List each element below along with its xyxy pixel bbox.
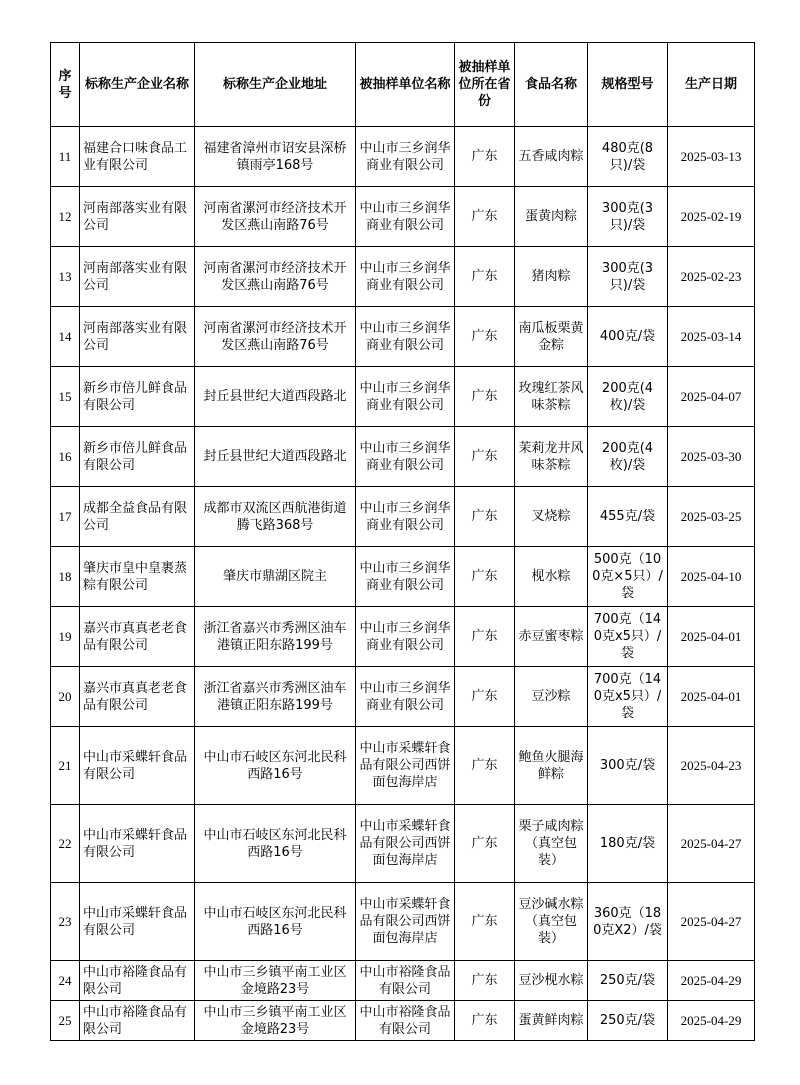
cell-food: 五香咸肉粽 <box>515 127 588 187</box>
cell-food: 豆沙碱水粽（真空包装） <box>515 883 588 961</box>
cell-seq: 20 <box>51 667 80 727</box>
cell-manufacturer: 中山市裕隆食品有限公司 <box>80 1001 195 1041</box>
cell-manufacturer: 福建合口味食品工业有限公司 <box>80 127 195 187</box>
cell-seq: 21 <box>51 727 80 805</box>
cell-date: 2025-04-23 <box>668 727 755 805</box>
cell-manufacturer: 中山市裕隆食品有限公司 <box>80 961 195 1001</box>
cell-seq: 24 <box>51 961 80 1001</box>
table-row <box>51 247 755 307</box>
cell-sampled-unit: 中山市裕隆食品有限公司 <box>356 1001 455 1041</box>
cell-manufacturer: 成都全益食品有限公司 <box>80 487 195 547</box>
cell-date: 2025-02-19 <box>668 187 755 247</box>
table-row <box>51 127 755 187</box>
cell-seq: 23 <box>51 883 80 961</box>
cell-food: 南瓜板栗黄金粽 <box>515 307 588 367</box>
cell-address: 浙江省嘉兴市秀洲区油车港镇正阳东路199号 <box>195 607 356 667</box>
cell-food: 蛋黄肉粽 <box>515 187 588 247</box>
cell-province: 广东 <box>455 247 515 307</box>
table-row <box>51 607 755 667</box>
cell-address: 中山市三乡镇平南工业区金境路23号 <box>195 961 356 1001</box>
cell-province: 广东 <box>455 187 515 247</box>
cell-province: 广东 <box>455 547 515 607</box>
cell-spec: 700克（140克x5只）/袋 <box>588 667 668 727</box>
cell-date: 2025-03-13 <box>668 127 755 187</box>
cell-date: 2025-02-23 <box>668 247 755 307</box>
cell-spec: 455克/袋 <box>588 487 668 547</box>
cell-sampled-unit: 中山市三乡润华商业有限公司 <box>356 607 455 667</box>
cell-address: 封丘县世纪大道西段路北 <box>195 427 356 487</box>
cell-address: 中山市石岐区东河北民科西路16号 <box>195 805 356 883</box>
cell-province: 广东 <box>455 487 515 547</box>
cell-seq: 12 <box>51 187 80 247</box>
cell-manufacturer: 新乡市倍儿鲜食品有限公司 <box>80 367 195 427</box>
cell-address: 封丘县世纪大道西段路北 <box>195 367 356 427</box>
cell-manufacturer: 嘉兴市真真老老食品有限公司 <box>80 607 195 667</box>
cell-manufacturer: 中山市采蝶轩食品有限公司 <box>80 727 195 805</box>
cell-manufacturer: 嘉兴市真真老老食品有限公司 <box>80 667 195 727</box>
cell-manufacturer: 中山市采蝶轩食品有限公司 <box>80 883 195 961</box>
cell-sampled-unit: 中山市三乡润华商业有限公司 <box>356 427 455 487</box>
header-address: 标称生产企业地址 <box>195 43 356 127</box>
cell-date: 2025-04-01 <box>668 607 755 667</box>
cell-province: 广东 <box>455 883 515 961</box>
cell-spec: 480克(8只)/袋 <box>588 127 668 187</box>
cell-spec: 360克（180克X2）/袋 <box>588 883 668 961</box>
cell-spec: 200克(4枚)/袋 <box>588 427 668 487</box>
cell-sampled-unit: 中山市采蝶轩食品有限公司西饼面包海岸店 <box>356 805 455 883</box>
cell-spec: 300克/袋 <box>588 727 668 805</box>
header-manufacturer: 标称生产企业名称 <box>80 43 195 127</box>
cell-seq: 14 <box>51 307 80 367</box>
table-row <box>51 667 755 727</box>
cell-date: 2025-03-25 <box>668 487 755 547</box>
cell-spec: 500克（100克×5只）/袋 <box>588 547 668 607</box>
cell-address: 浙江省嘉兴市秀洲区油车港镇正阳东路199号 <box>195 667 356 727</box>
cell-province: 广东 <box>455 667 515 727</box>
cell-spec: 180克/袋 <box>588 805 668 883</box>
header-province: 被抽样单位所在省份 <box>455 43 515 127</box>
table-row <box>51 307 755 367</box>
cell-address: 中山市石岐区东河北民科西路16号 <box>195 727 356 805</box>
cell-province: 广东 <box>455 427 515 487</box>
cell-seq: 13 <box>51 247 80 307</box>
cell-seq: 22 <box>51 805 80 883</box>
cell-food: 鲍鱼火腿海鲜粽 <box>515 727 588 805</box>
cell-address: 成都市双流区西航港街道腾飞路368号 <box>195 487 356 547</box>
cell-food: 枧水粽 <box>515 547 588 607</box>
cell-manufacturer: 肇庆市皇中皇裹蒸粽有限公司 <box>80 547 195 607</box>
cell-seq: 25 <box>51 1001 80 1041</box>
cell-sampled-unit: 中山市三乡润华商业有限公司 <box>356 187 455 247</box>
table-row <box>51 187 755 247</box>
cell-address: 肇庆市鼎湖区院主 <box>195 547 356 607</box>
cell-manufacturer: 河南部落实业有限公司 <box>80 187 195 247</box>
cell-date: 2025-04-29 <box>668 961 755 1001</box>
table-row <box>51 883 755 961</box>
cell-sampled-unit: 中山市三乡润华商业有限公司 <box>356 667 455 727</box>
table-row <box>51 487 755 547</box>
cell-address: 福建省漳州市诏安县深桥镇雨亭168号 <box>195 127 356 187</box>
cell-spec: 400克/袋 <box>588 307 668 367</box>
cell-seq: 16 <box>51 427 80 487</box>
cell-food: 叉烧粽 <box>515 487 588 547</box>
table-row <box>51 727 755 805</box>
cell-address: 河南省漯河市经济技术开发区燕山南路76号 <box>195 307 356 367</box>
cell-sampled-unit: 中山市采蝶轩食品有限公司西饼面包海岸店 <box>356 727 455 805</box>
cell-sampled-unit: 中山市三乡润华商业有限公司 <box>356 307 455 367</box>
cell-food: 赤豆蜜枣粽 <box>515 607 588 667</box>
table-row <box>51 427 755 487</box>
cell-manufacturer: 河南部落实业有限公司 <box>80 247 195 307</box>
cell-food: 茉莉龙井风味茶粽 <box>515 427 588 487</box>
cell-sampled-unit: 中山市三乡润华商业有限公司 <box>356 127 455 187</box>
cell-province: 广东 <box>455 1001 515 1041</box>
header-food: 食品名称 <box>515 43 588 127</box>
cell-seq: 15 <box>51 367 80 427</box>
cell-address: 河南省漯河市经济技术开发区燕山南路76号 <box>195 187 356 247</box>
cell-seq: 17 <box>51 487 80 547</box>
cell-spec: 300克(3只)/袋 <box>588 187 668 247</box>
cell-address: 中山市三乡镇平南工业区金境路23号 <box>195 1001 356 1041</box>
table-row <box>51 805 755 883</box>
cell-province: 广东 <box>455 307 515 367</box>
cell-date: 2025-03-30 <box>668 427 755 487</box>
cell-province: 广东 <box>455 727 515 805</box>
cell-manufacturer: 河南部落实业有限公司 <box>80 307 195 367</box>
header-seq: 序号 <box>51 43 80 127</box>
cell-date: 2025-04-27 <box>668 883 755 961</box>
cell-food: 栗子咸肉粽（真空包装） <box>515 805 588 883</box>
cell-spec: 700克（140克x5只）/袋 <box>588 607 668 667</box>
header-spec: 规格型号 <box>588 43 668 127</box>
table-header-row <box>51 43 755 127</box>
header-date: 生产日期 <box>668 43 755 127</box>
cell-date: 2025-03-14 <box>668 307 755 367</box>
cell-manufacturer: 新乡市倍儿鲜食品有限公司 <box>80 427 195 487</box>
cell-date: 2025-04-07 <box>668 367 755 427</box>
cell-manufacturer: 中山市采蝶轩食品有限公司 <box>80 805 195 883</box>
cell-province: 广东 <box>455 127 515 187</box>
table-row <box>51 547 755 607</box>
cell-sampled-unit: 中山市三乡润华商业有限公司 <box>356 487 455 547</box>
cell-sampled-unit: 中山市三乡润华商业有限公司 <box>356 247 455 307</box>
cell-food: 豆沙粽 <box>515 667 588 727</box>
cell-spec: 250克/袋 <box>588 961 668 1001</box>
cell-date: 2025-04-29 <box>668 1001 755 1041</box>
cell-seq: 19 <box>51 607 80 667</box>
sampling-results-table <box>50 42 755 1041</box>
table-row <box>51 367 755 427</box>
cell-food: 蛋黄鲜肉粽 <box>515 1001 588 1041</box>
cell-seq: 11 <box>51 127 80 187</box>
cell-province: 广东 <box>455 367 515 427</box>
cell-food: 豆沙枧水粽 <box>515 961 588 1001</box>
cell-date: 2025-04-10 <box>668 547 755 607</box>
table-row <box>51 961 755 1001</box>
cell-spec: 300克(3只)/袋 <box>588 247 668 307</box>
cell-sampled-unit: 中山市三乡润华商业有限公司 <box>356 547 455 607</box>
table-row <box>51 1001 755 1041</box>
cell-sampled-unit: 中山市裕隆食品有限公司 <box>356 961 455 1001</box>
cell-date: 2025-04-01 <box>668 667 755 727</box>
cell-province: 广东 <box>455 607 515 667</box>
cell-sampled-unit: 中山市采蝶轩食品有限公司西饼面包海岸店 <box>356 883 455 961</box>
cell-seq: 18 <box>51 547 80 607</box>
header-sampled-unit: 被抽样单位名称 <box>356 43 455 127</box>
cell-spec: 200克(4枚)/袋 <box>588 367 668 427</box>
cell-province: 广东 <box>455 805 515 883</box>
cell-province: 广东 <box>455 961 515 1001</box>
cell-sampled-unit: 中山市三乡润华商业有限公司 <box>356 367 455 427</box>
cell-food: 玫瑰红茶风味茶粽 <box>515 367 588 427</box>
cell-address: 河南省漯河市经济技术开发区燕山南路76号 <box>195 247 356 307</box>
cell-spec: 250克/袋 <box>588 1001 668 1041</box>
cell-food: 猪肉粽 <box>515 247 588 307</box>
cell-date: 2025-04-27 <box>668 805 755 883</box>
cell-address: 中山市石岐区东河北民科西路16号 <box>195 883 356 961</box>
